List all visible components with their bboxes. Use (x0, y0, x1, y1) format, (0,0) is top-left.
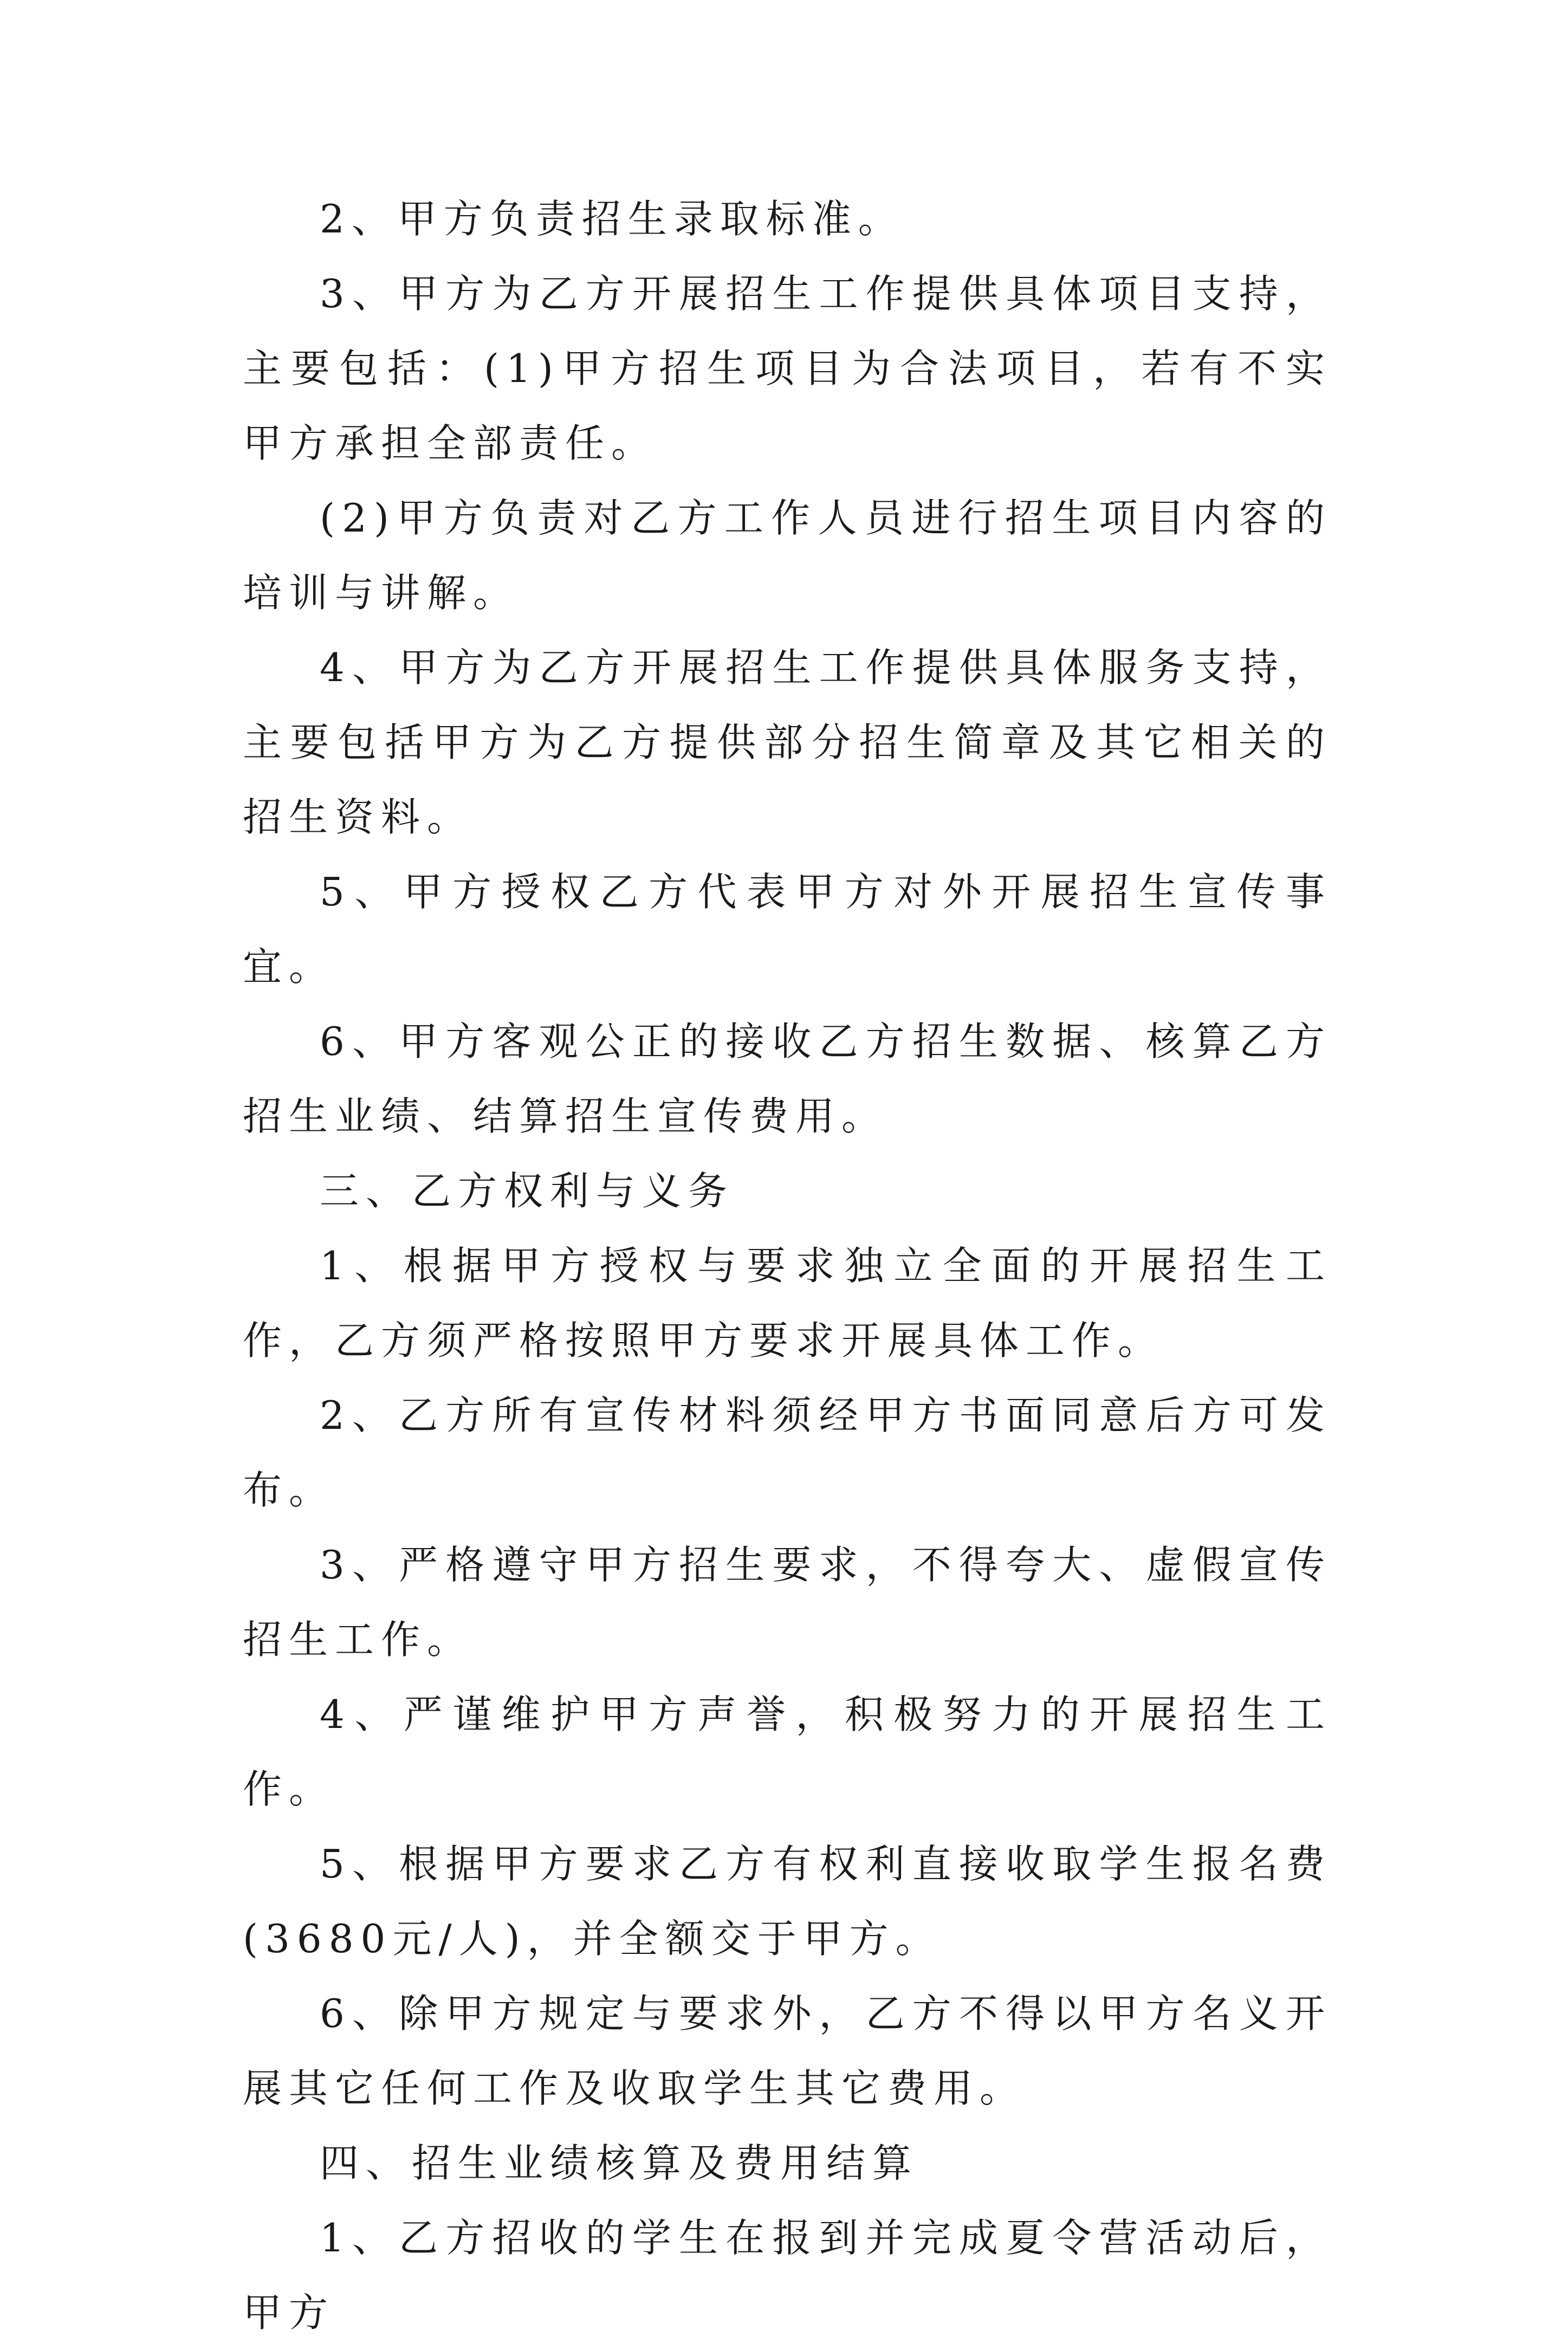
paragraph-party-b-registration-fee: 5、根据甲方要求乙方有权利直接收取学生报名费(3680元/人)，并全额交于甲方。 (243, 1841, 1332, 1961)
paragraph-party-b-no-exaggeration: 3、严格遵守甲方招生要求，不得夸大、虚假宣传招生工作。 (243, 1542, 1332, 1662)
section-heading-party-b-rights: 三、乙方权利与义务 (320, 1168, 735, 1214)
paragraph-party-a-admission-standard: 2、甲方负责招生录取标准。 (320, 196, 904, 242)
paragraph-party-b-reputation: 4、严谨维护甲方声誉，积极努力的开展招生工作。 (243, 1692, 1332, 1812)
section-heading-settlement: 四、招生业绩核算及费用结算 (320, 2140, 919, 2186)
paragraph-party-b-restrictions: 6、除甲方规定与要求外，乙方不得以甲方名义开展其它任何工作及收取学生其它费用。 (243, 1991, 1332, 2111)
paragraph-party-a-authorization: 5、甲方授权乙方代表甲方对外开展招生宣传事宜。 (243, 869, 1332, 989)
paragraph-settlement-rule-1: 1、乙方招收的学生在报到并完成夏令营活动后，甲方 (243, 2215, 1332, 2335)
paragraph-party-b-independent-work: 1、根据甲方授权与要求独立全面的开展招生工作，乙方须严格按照甲方要求开展具体工作。 (243, 1243, 1332, 1363)
paragraph-party-a-training: (2)甲方负责对乙方工作人员进行招生项目内容的培训与讲解。 (243, 495, 1332, 616)
paragraph-party-a-service-support: 4、甲方为乙方开展招生工作提供具体服务支持，主要包括甲方为乙方提供部分招生简章及其它相关的招生资料。 (243, 645, 1332, 840)
document-body (243, 182, 1332, 2350)
paragraph-party-a-settlement: 6、甲方客观公正的接收乙方招生数据、核算乙方招生业绩、结算招生宣传费用。 (243, 1019, 1332, 1139)
paragraph-party-b-materials: 2、乙方所有宣传材料须经甲方书面同意后方可发布。 (243, 1393, 1332, 1513)
paragraph-party-a-project-support: 3、甲方为乙方开展招生工作提供具体项目支持，主要包括：(1)甲方招生项目为合法项目，若有不实甲方承担全部责任。 (243, 271, 1332, 466)
